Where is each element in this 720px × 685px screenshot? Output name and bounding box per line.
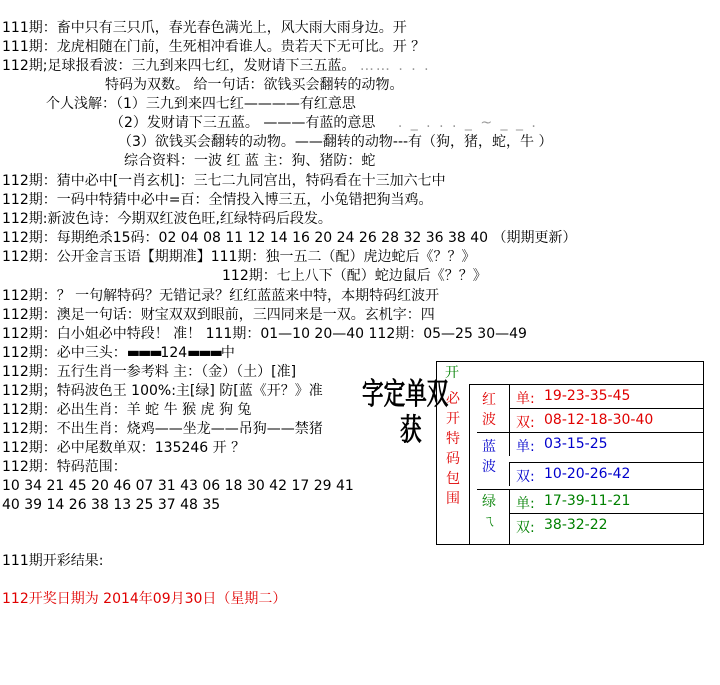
red-odd-row xyxy=(509,384,704,408)
group-name-green xyxy=(481,492,497,532)
line-6-dots: . _ . . . _ ~ _ _ . xyxy=(397,115,538,131)
group-char: 波 xyxy=(482,412,496,428)
box-left-column xyxy=(445,389,461,509)
group-name-red xyxy=(481,390,497,430)
line-6-text: （2）发财请下三五蓝。 ———有蓝的意思 xyxy=(110,115,376,131)
row-values: 19-23-35-45 xyxy=(544,388,631,404)
row-values: 08-12-18-30-40 xyxy=(544,412,654,428)
left-col-char: 包 xyxy=(446,471,460,487)
line-3-dots: …… . . . xyxy=(359,58,431,74)
line-3 xyxy=(2,57,431,75)
line-4: 特码为双数。 给一句话：欲钱买会翻转的动物。 xyxy=(105,77,404,93)
green-odd-row xyxy=(509,489,704,513)
line-26: 40 39 14 26 38 13 25 37 48 35 xyxy=(2,497,221,513)
line-10: 112期：一码中特猜中必中=百：全情投入博三五，小兔错把狗当鸡。 xyxy=(2,192,433,208)
blue-even-row xyxy=(509,462,704,486)
row-key: 单: xyxy=(516,391,535,407)
divider-vertical xyxy=(469,384,470,544)
blue-odd-row xyxy=(509,432,704,456)
group-char: 波 xyxy=(482,459,496,475)
group-char: 红 xyxy=(482,392,496,408)
bars-right: ▬▬▬ xyxy=(187,345,221,361)
group-char: ㄟ xyxy=(482,514,496,530)
draw-date: 112开奖日期为 2014年09月30日（星期二） xyxy=(2,591,287,607)
line-5: 个人浅解：（1）三九到来四七红————有红意思 xyxy=(46,96,356,112)
line-14: 112期：七上八下（配）蛇边鼠后《？？》 xyxy=(222,268,487,284)
line-18-number: 124 xyxy=(160,345,188,361)
box-open-label: 开 xyxy=(445,365,459,381)
group-char: 蓝 xyxy=(482,439,496,455)
group-divider xyxy=(477,432,509,433)
left-col-char: 开 xyxy=(446,411,460,427)
line-8: 综合资料：一波 红 蓝 主：狗、猪防：蛇 xyxy=(124,153,376,169)
row-values: 38-32-22 xyxy=(544,517,608,533)
left-col-char: 特 xyxy=(446,431,460,447)
line-22: 112期：不出生肖：烧鸡——坐龙——吊狗——禁猪 xyxy=(2,421,323,437)
green-even-row xyxy=(509,513,704,544)
left-col-char: 围 xyxy=(446,491,460,507)
line-21: 112期：必出生肖：羊 蛇 牛 猴 虎 狗 兔 xyxy=(2,402,252,418)
result-label: 111期开彩结果: xyxy=(2,553,104,569)
row-key: 双: xyxy=(516,520,535,536)
line-2: 111期：龙虎相随在门前，生死相冲看谁人。贵若天下无可比。开 ？ xyxy=(2,39,426,55)
row-key: 双: xyxy=(516,469,535,485)
line-13: 112期：公开金言玉语【期期准】111期：独一五二（配）虎边蛇后《？？》 xyxy=(2,249,476,265)
left-col-char: 码 xyxy=(446,451,460,467)
line-6 xyxy=(110,114,538,132)
line-7: （3）欲钱买会翻转的动物。——翻转的动物---有（狗，猪，蛇，牛 ） xyxy=(118,134,553,150)
line-19: 112期：五行生肖一参考料 主：（金）（土）[准] xyxy=(2,364,297,380)
line-18-text: 112期：必中三头： xyxy=(2,345,127,361)
line-1: 111期：畜中只有三只爪，春光春色满光上，风大雨大雨身边。开 xyxy=(2,20,407,36)
line-3-text: 112期;足球报看波：三九到来四七红，发财请下三五蓝。 xyxy=(2,58,356,74)
line-17: 112期：白小姐必中特段！ 准！ 111期：01—10 20—40 112期：05—25 30—49 xyxy=(2,326,527,342)
row-values: 10-20-26-42 xyxy=(544,466,631,482)
red-even-row xyxy=(509,408,704,432)
line-15: 112期：？ 一句解特码？无错记录？红红蓝蓝来中特，本期特码红波开 xyxy=(2,288,440,304)
line-24: 112期：特码范围： xyxy=(2,459,127,475)
left-col-char: 必 xyxy=(446,391,460,407)
group-char: 绿 xyxy=(482,494,496,510)
group-divider xyxy=(477,489,509,490)
row-key: 单: xyxy=(516,439,535,455)
line-25: 10 34 21 45 20 46 07 31 43 06 18 30 42 17 29 41 xyxy=(2,478,354,494)
group-name-blue xyxy=(481,437,497,477)
stamp-text-2: 获 xyxy=(400,413,422,448)
row-values: 03-15-25 xyxy=(544,436,608,452)
line-20: 112期；特码波色王 100%:主[绿] 防[蓝《开？》准 xyxy=(2,383,323,399)
row-key: 双: xyxy=(516,415,535,431)
stamp-text: 字定单双 xyxy=(362,377,449,412)
line-9: 112期：猜中必中[一肖玄机]：三七二九同宫出，特码看在十三加六七中 xyxy=(2,173,446,189)
bars-left: ▬▬▬ xyxy=(126,345,161,361)
line-16: 112期：澳足一句话：财宝双双到眼前，三四同来是一双。玄机字：四 xyxy=(2,307,435,323)
line-11: 112期:新波色诗：今期双红波色旺,红绿特码后段发。 xyxy=(2,211,332,227)
line-23: 112期：必中尾数单双：135246 开 ？ xyxy=(2,440,246,456)
row-key: 单: xyxy=(516,496,535,512)
row-values: 17-39-11-21 xyxy=(544,493,631,509)
line-18-end: 中 xyxy=(220,345,235,361)
line-18 xyxy=(2,344,235,362)
divider-horizontal-top xyxy=(469,384,509,385)
line-12: 112期：每期绝杀15码：02 04 08 11 12 14 16 20 24 26 28 32 36 38 40 （期期更新） xyxy=(2,230,577,246)
special-code-box xyxy=(436,361,704,545)
